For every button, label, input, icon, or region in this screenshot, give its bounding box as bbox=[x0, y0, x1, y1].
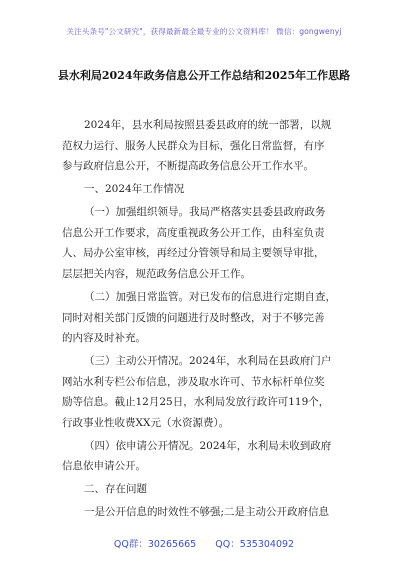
document-body bbox=[62, 115, 352, 523]
body-line: 范权力运行、服务人民群众为目标，强化日常监督，有序 bbox=[62, 139, 325, 152]
body-line: （一）加强组织领导。我局严格落实县委县政府政务 bbox=[84, 206, 326, 219]
paragraph-problems bbox=[62, 502, 352, 523]
body-line: （四）依申请公开情况。2024年，水利局未收到政府 bbox=[84, 439, 332, 452]
paragraph-intro bbox=[62, 115, 352, 177]
section-heading-2 bbox=[62, 479, 352, 500]
qq-number: QQ：535304092 bbox=[215, 539, 295, 550]
body-line: 层层把关内容，规范政务信息公开工作。 bbox=[62, 267, 251, 280]
section-heading: 一、2024年工作情况 bbox=[84, 183, 185, 196]
body-line: 行政事业性收费XX元（水资源费）。 bbox=[62, 416, 230, 429]
body-line: 信息公开工作要求，高度重视政务公开工作，由科室负责 bbox=[62, 226, 325, 239]
body-line: 信息依申请公开。 bbox=[62, 460, 146, 473]
body-line: （二）加强日常监管。对已发布的信息进行定期自查， bbox=[84, 290, 336, 303]
body-line: 网站水利专栏公布信息，涉及取水许可、节水标杆单位奖 bbox=[62, 375, 325, 388]
body-line: 的内容及时补充。 bbox=[62, 332, 146, 345]
header-note: 关注头条号"公文研究"，获得最新最全最专业的公文资料库！ 微信：gongwenyj bbox=[66, 27, 342, 36]
footer-contact bbox=[0, 536, 408, 550]
body-line: 2024年，县水利局按照县委县政府的统一部署，以规 bbox=[84, 119, 332, 131]
document-title: 县水利局2024年政务信息公开工作总结和2025年工作思路 bbox=[57, 69, 351, 82]
body-line: 参与政府信息公开，不断提高政务信息公开工作水平。 bbox=[62, 160, 314, 173]
body-line: 人、局办公室审核，再经过分管领导和局主要领导审批， bbox=[62, 247, 325, 260]
paragraph-request bbox=[62, 436, 352, 477]
paragraph-supervision bbox=[62, 287, 352, 349]
body-line: 同时对相关部门反馈的问题进行及时整改，对于不够完善 bbox=[62, 311, 325, 324]
paragraph-disclosure bbox=[62, 351, 352, 433]
qq-group: QQ群：30265665 bbox=[113, 539, 197, 550]
body-line: （三）主动公开情况。2024年，水利局在县政府门户 bbox=[84, 355, 332, 368]
section-heading: 二、存在问题 bbox=[84, 483, 147, 496]
paragraph-organization bbox=[62, 202, 352, 284]
body-line: 一是公开信息的时效性不够强;二是主动公开政府信息 bbox=[84, 506, 330, 519]
body-line: 励等信息。截止12月25日，水利局发放行政许可119个， bbox=[62, 396, 330, 409]
section-heading-1 bbox=[62, 179, 352, 200]
